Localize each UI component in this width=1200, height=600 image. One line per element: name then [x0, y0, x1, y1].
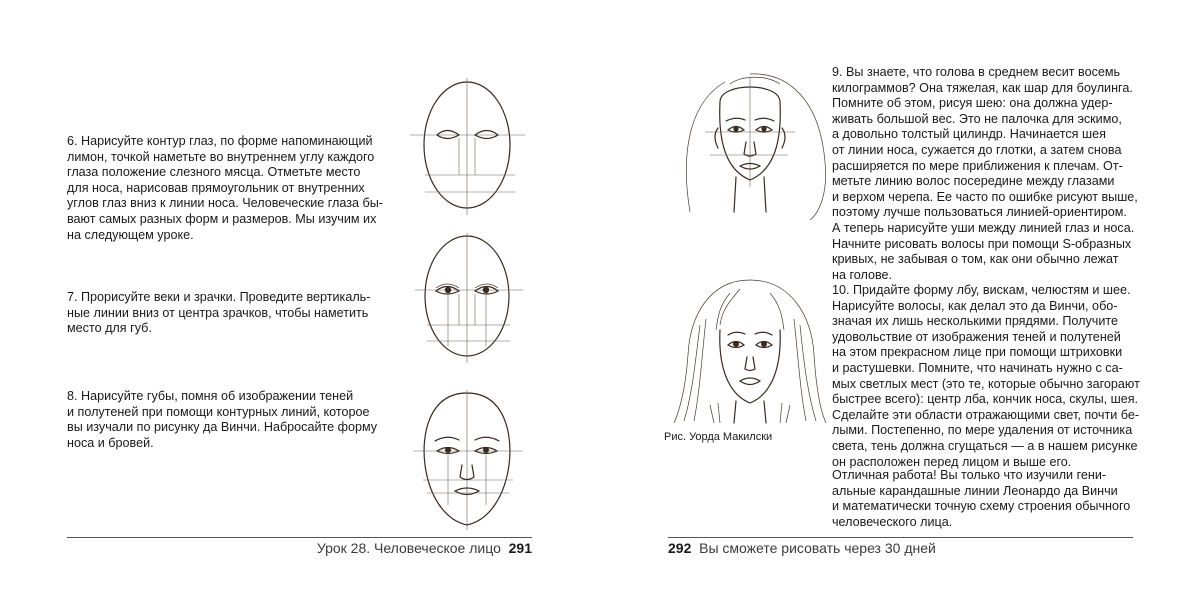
step-8-text: 8. Нарисуйте губы, помня об изображении теней и полутеней при помощи контурных линий, которое вы изучали по рисунку да Винчи. Набросайте форму носа и бровей. [67, 389, 378, 450]
left-footer-rule [67, 537, 532, 538]
closing-text: Отличная работа! Вы только что изучили гени- альные карандашные линии Леонардо да Винчи и математически точную схему строения обычного человеческого лица. [832, 468, 1131, 529]
finished-portrait [670, 275, 830, 425]
left-footer [317, 540, 532, 556]
head-sketch-pupils [405, 228, 530, 368]
step-6-text: 6. Нарисуйте контур глаз, по форме напоминающий лимон, точкой наметьте во внутреннем углу каждого глаза положение слезного мясца. Отметьте место для носа, нарисовав прямоугольник от внутренних углов глаз вниз к линии носа. Человеческие глаза бы- вают самых разных форм и размеров. Мы изучим их на следующем уроке. [67, 134, 384, 242]
step-7-text: 7. Прорисуйте веки и зрачки. Проведите вертикаль- ные линии вниз от центра зрачков, чтобы наметить место для губ. [67, 290, 371, 336]
illustration-caption: Рис. Уорда Макилски [664, 431, 773, 443]
head-sketch-hair-neck [670, 62, 835, 222]
step-10-text: 10. Придайте форму лбу, вискам, челюстям и шее. Нарисуйте волосы, как делал это да Винчи, обо- значая их лишь несколькими прядями. Получите удовольствие от изображения теней и полутеней на этом прекрасном лице при помощи штриховки и растушевки. Помните, что начинать нужно с са- мых светлых мест (это те, которые обычно загорают быстрее всего): центр лба, кончик носа, скулы, шея. Сделайте эти области отражающими свет, почти бе- лыми. Постепенно, по мере удаления от источника света, тень должна сгущаться — а в нашем рисунке он расположен перед лицом и выше его. [832, 283, 1140, 469]
page-number-291: 291 [508, 540, 532, 556]
right-page [600, 0, 1200, 600]
page-number-292: 292 [668, 540, 692, 556]
right-footer [668, 540, 936, 556]
right-footer-rule [668, 537, 1133, 538]
head-sketch-lips [405, 385, 530, 535]
step-9-text: 9. Вы знаете, что голова в среднем весит восемь килограммов? Она тяжелая, как шар для боулинга. Помните об этом, рисуя шею: она должна удер- живать большой вес. Это не палочка для эскимо, а довольно толстый цилиндр. Начинается шея от линии носа, сужается до глотки, а затем снова расширяется по мере приближения к плечам. От- метьте линию волос посередине между глазами и верхом черепа. Ее часто по ошибке рисуют выше, поэтому лучше пользоваться линией-ориентиром. А теперь нарисуйте уши между линией глаз и носа. Начните рисовать волосы при помощи S-образных кривых, не забывая о том, как они обычно лежат на голове. [832, 65, 1138, 282]
head-sketch-eyes-outline [405, 70, 530, 220]
chapter-title: Урок 28. Человеческое лицо [316, 540, 501, 556]
book-title: Вы сможете рисовать через 30 дней [699, 540, 936, 556]
